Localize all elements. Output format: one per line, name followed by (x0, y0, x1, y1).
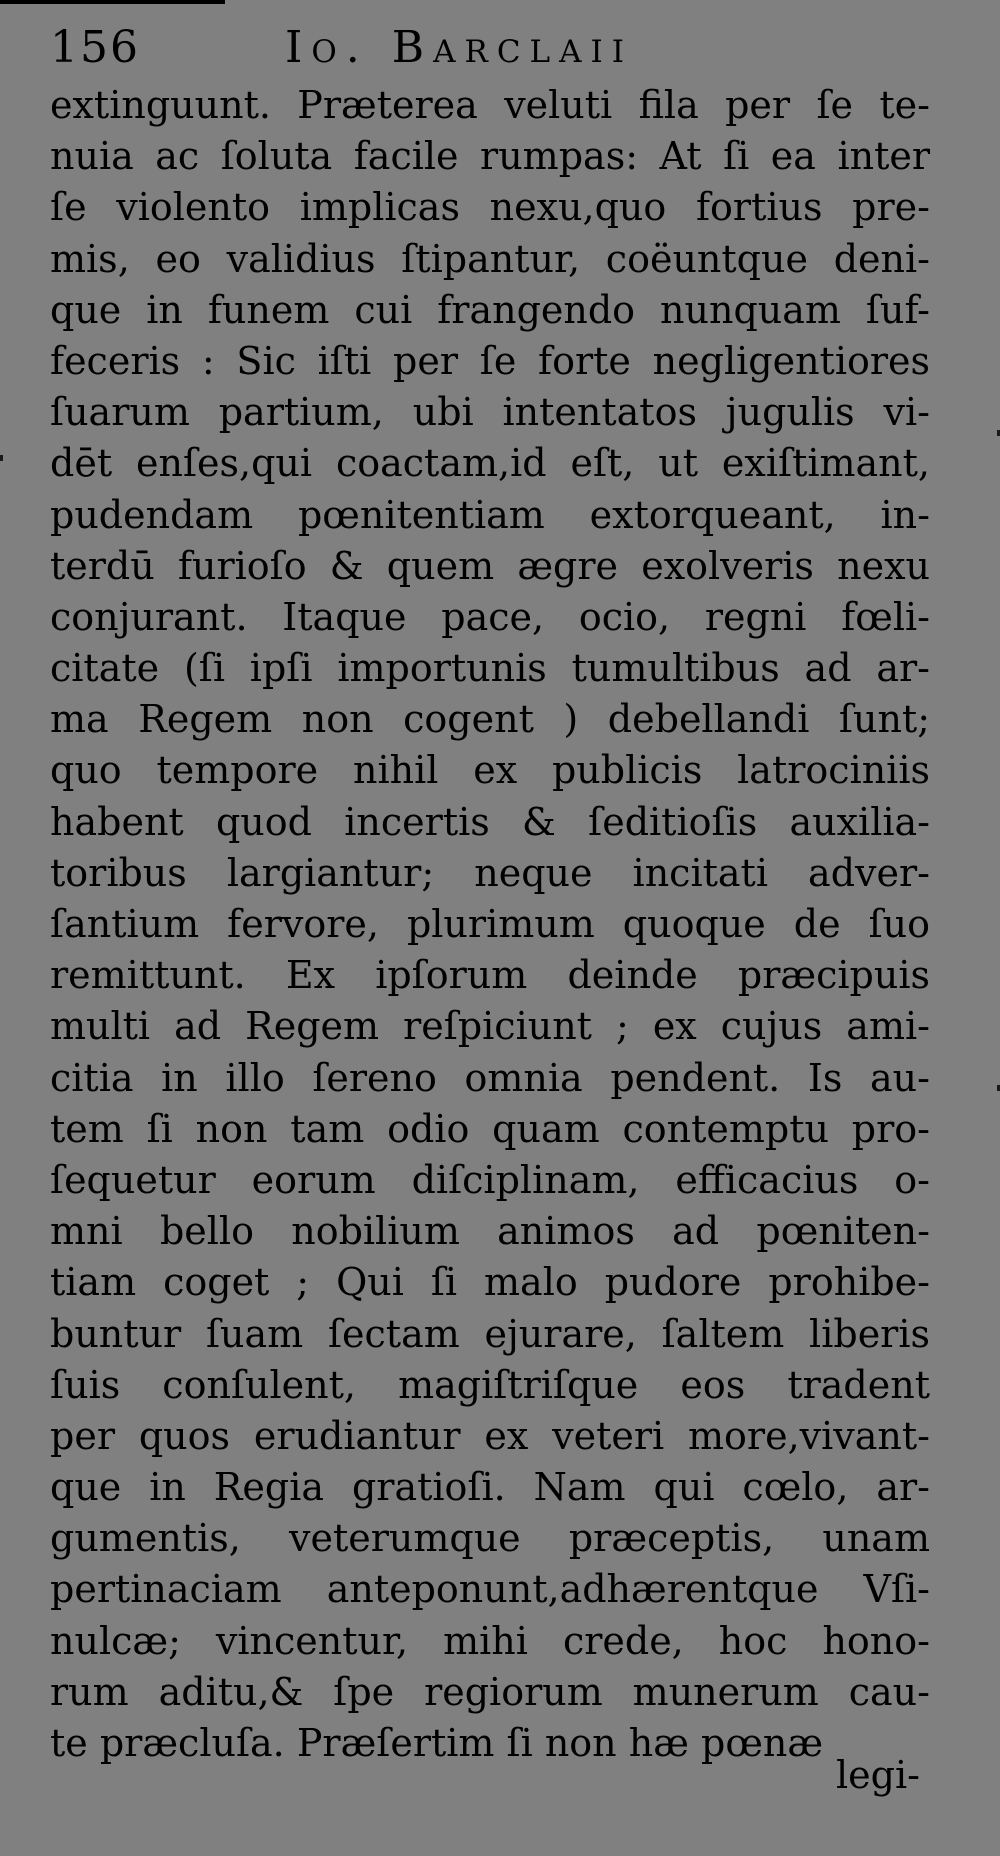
top-rule (0, 0, 225, 4)
text-line: pertinaciam anteponunt,adhærentque Vſi- (50, 1567, 930, 1612)
page-number: 156 (50, 22, 140, 73)
text-line: te præcluſa. Præſertim ſi non hæ pœnæ (50, 1721, 824, 1765)
scan-edge-mark (0, 455, 3, 461)
text-line: dēt enſes,qui coactam,id eſt, ut exiſtimant, (50, 441, 930, 486)
text-line: remittunt. Ex ipſorum deinde præcipuis (50, 953, 930, 998)
text-line: citia in illo ſereno omnia pendent. Is au- (50, 1055, 930, 1100)
text-line: extinguunt. Præterea veluti fila per ſe te- (50, 83, 930, 127)
text-line: ſuarum partium, ubi intentatos jugulis vi- (50, 390, 930, 435)
text-line: mis, eo validius ſtipantur, coëuntque deni- (50, 236, 930, 281)
text-line: mni bello nobilium animos ad pœniten- (50, 1209, 930, 1254)
text-line: ſe violento implicas nexu,quo fortius pre- (50, 185, 930, 230)
text-line: citate (ſi ipſi importunis tumultibus ad ar- (50, 646, 930, 691)
text-line: conjurant. Itaque pace, ocio, regni fœli- (50, 594, 930, 639)
text-line: tem ſi non tam odio quam contemptu pro- (50, 1106, 930, 1151)
catchword: legi- (836, 1753, 920, 1797)
page-header (50, 18, 950, 78)
running-title: Io. Barclaii (285, 22, 634, 73)
text-line: toribus largiantur; neque incitati adver- (50, 850, 930, 895)
text-line: terdū furioſo & quem ægre exolveris nexu (50, 543, 930, 588)
text-line: pudendam pœnitentiam extorqueant, in- (50, 492, 930, 537)
body-text (50, 80, 930, 1769)
text-line: feceris : Sic iſti per ſe forte negligentiores (50, 338, 930, 383)
text-line: ſantium fervore, plurimum quoque de ſuo (50, 902, 930, 946)
text-line: habent quod incertis & ſeditioſis auxilia- (50, 799, 930, 844)
text-line: buntur ſuam ſectam ejurare, ſaltem liberis (50, 1311, 930, 1356)
text-line: multi ad Regem reſpiciunt ; ex cujus ami- (50, 1004, 930, 1049)
text-line: ſuis conſulent, magiſtriſque eos tradent (50, 1362, 930, 1407)
text-line: que in Regia gratioſi. Nam qui cœlo, ar- (50, 1465, 930, 1510)
text-line: gumentis, veterumque præceptis, unam (50, 1516, 930, 1561)
text-line: per quos erudiantur ex veteri more,vivant- (50, 1413, 930, 1458)
text-line: ma Regem non cogent ) debellandi ſunt; (50, 697, 930, 742)
text-line: rum aditu,& ſpe regiorum munerum cau- (50, 1669, 930, 1714)
text-line: nulcæ; vincentur, mihi crede, hoc hono- (50, 1618, 930, 1663)
text-line: ſequetur eorum diſciplinam, efficacius o- (50, 1157, 930, 1202)
text-line: que in funem cui frangendo nunquam ſuf- (50, 287, 930, 332)
text-line: tiam coget ; Qui ſi malo pudore prohibe- (50, 1260, 930, 1305)
text-line: quo tempore nihil ex publicis latrociniis (50, 748, 930, 793)
text-line: nuia ac ſoluta facile rumpas: At ſi ea inter (50, 134, 930, 179)
